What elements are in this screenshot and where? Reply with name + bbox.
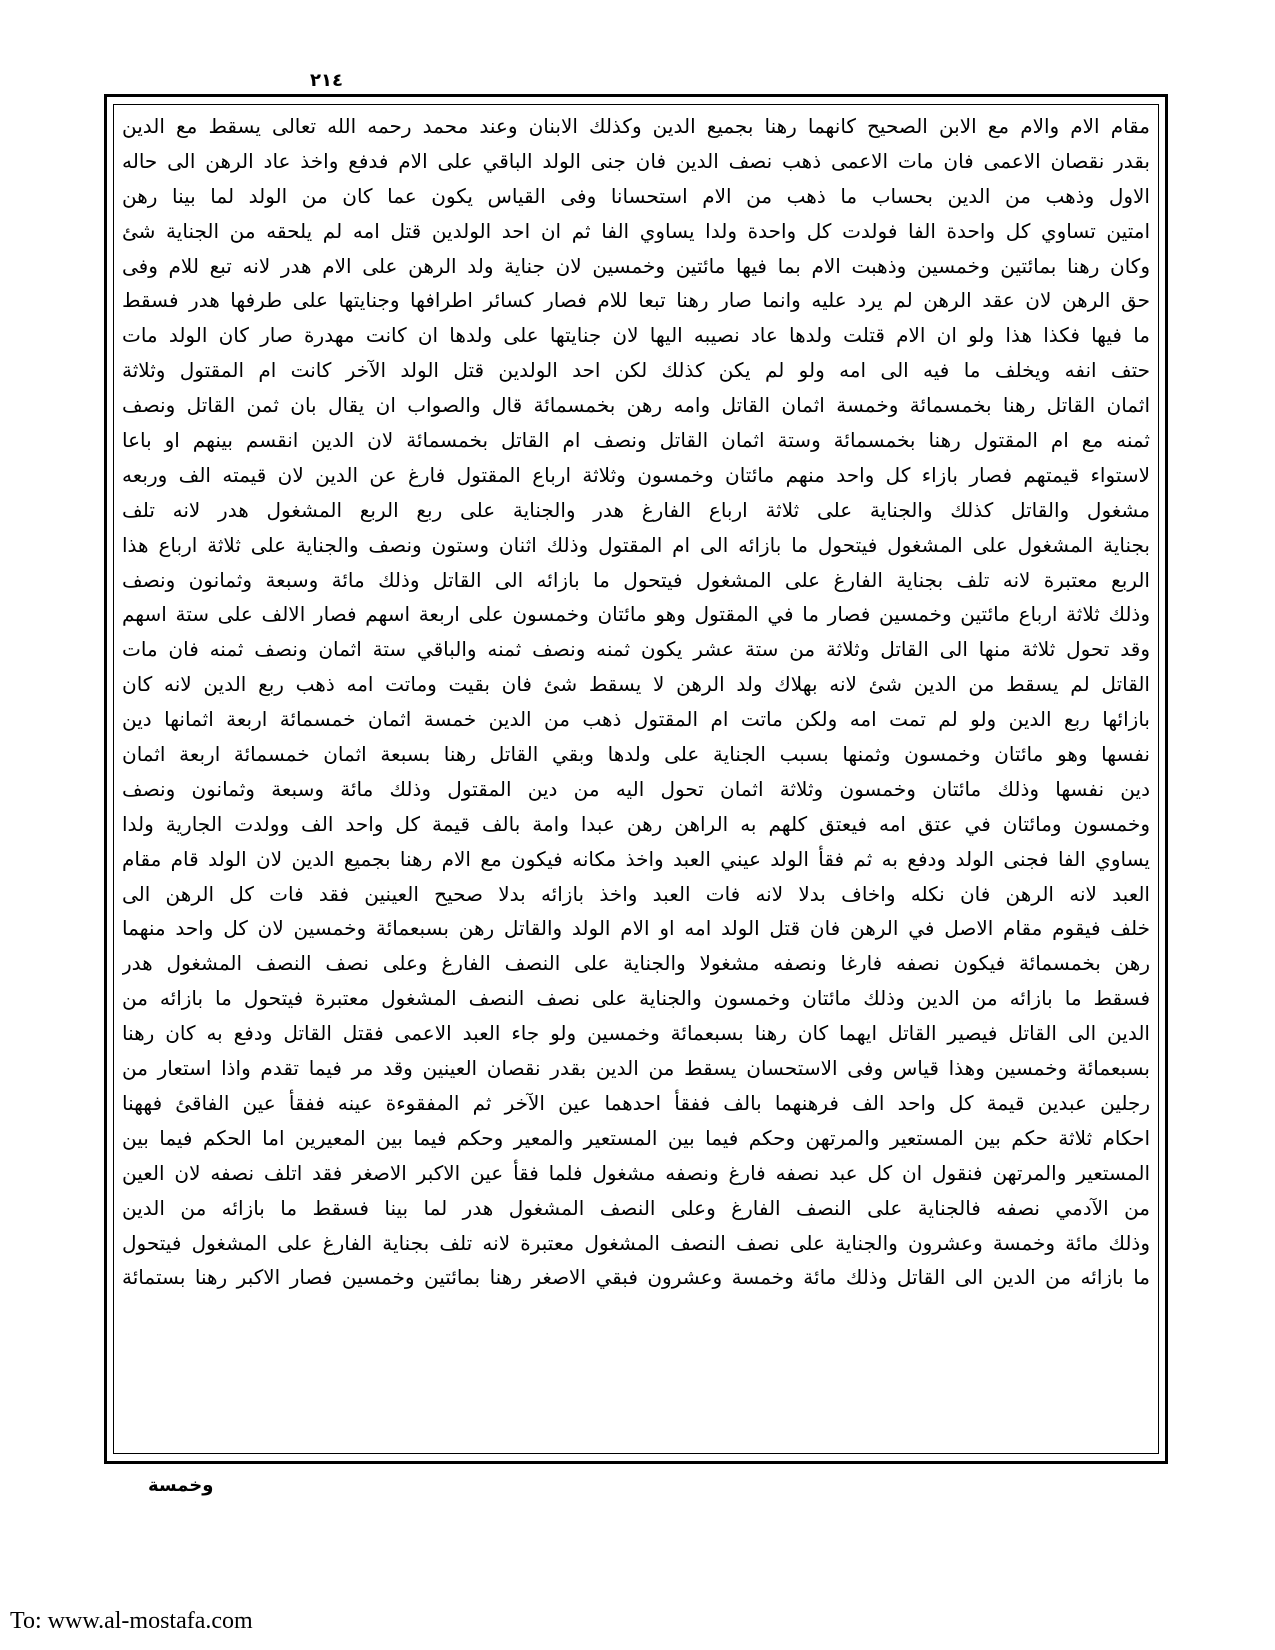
body-text-line: فسقط ما بازائه من الدين وذلك مائتان وخمسون والجناية على نصف النصف المشغول معتبرة فيتحول ما بازائه من (122, 986, 1150, 1011)
body-text-line: لاستواء قيمتهم فصار بازاء كل واحد منهم مائتان وخمسون وثلاثة ارباع المقتول فارغ عن الدين لان قيمته الف وربعه (122, 462, 1150, 487)
body-text-line: وخمسون ومائتان في عتق امه فيعتق كلهم به الراهن رهن عبدا وامة بالف قيمة كل واحد الف وولدت الجارية ولدا (122, 811, 1150, 836)
body-text-line: حتف انفه ويخلف ما فيه الى امه ولو لم يكن كذلك لكن احد الولدين قتل الولد الآخر كانت ام المقتول وثلاثة (122, 358, 1150, 383)
body-text-line: بجناية المشغول على المشغول فيتحول ما بازائه الى ام المقتول وذلك اثنان وستون ونصف والجناية على ثلاثة ارباع هذا (122, 532, 1150, 557)
body-text-line: وذلك ثلاثة ارباع مائتين وخمسين فصار ما في المقتول وهو مائتان وخمسون على اربعة اسهم فصار الالف على ستة اسهم (122, 602, 1150, 627)
body-text-line: من الآدمي نصفه فالجناية على النصف الفارغ وعلى النصف المشغول هدر لما بينا فسقط ما بازائه من الدين (122, 1195, 1150, 1220)
body-text-line: المستعير والمرتهن فنقول ان كل عبد نصفه فارغ ونصفه مشغول فلما فقأ عين الاكبر الاصغر فقد اتلف نصفه لان العين (122, 1160, 1150, 1185)
body-text-line: الدين الى القاتل فيصير القاتل ايهما كان رهنا بسبعمائة وخمسين ولو جاء العبد الاعمى فقتل القاتل ودفع به كان رهنا (122, 1021, 1150, 1046)
body-text-line: نفسها وهو مائتان وخمسون وثمنها بسبب الجناية على ولدها وبقي القاتل رهنا بسبعة اثمان خمسمائة اربعة اثمان (122, 742, 1150, 767)
body-text-line: خلف فيقوم مقام الاصل في الرهن فان قتل الولد امه او الام الولد والقاتل رهن بسبعمائة وخمسين لان كل واحد منهما (122, 916, 1150, 941)
body-text-line: ما فيها فكذا هذا ولو ان الام قتلت ولدها عاد نصيبه اليها لان جنايتها على ولدها ان كانت مهدرة صار كان الولد مات (122, 323, 1150, 348)
body-text-line: مشغول والقاتل كذلك والجناية على ثلاثة ارباع الفارغ هدر والجناية على ربع الربع المشغول هدر لانه تلف (122, 497, 1150, 522)
body-text-line: رهن بخمسمائة فيكون نصفه فارغا ونصفه مشغولا والجناية على النصف الفارغ وعلى نصف النصف المشغول هدر (122, 951, 1150, 976)
body-text-line: امتين تساوي كل واحدة الفا فولدت كل واحدة ولدا يساوي الفا ثم ان احد الولدين قتل امه لم يلحقه من الجناية شئ (122, 218, 1150, 243)
body-text-line: القاتل لم يسقط من الدين شئ لانه بهلاك ولد الرهن لا يسقط شئ فان بقيت وماتت امه ذهب ربع الدين لانه كان (122, 672, 1150, 697)
body-text-line: بازائها ربع الدين ولو لم تمت امه ولكن ماتت ام المقتول ذهب من الدين خمسة اثمان خمسمائة اربعة اثمانها دين (122, 707, 1150, 732)
body-text-line: مقام الام والام مع الابن الصحيح كانهما رهنا بجميع الدين وكذلك الابنان وعند محمد رحمه الله تعالى يسقط مع الدين (122, 114, 1150, 138)
body-text-line: اثمان القاتل رهنا بخمسمائة وخمسة اثمان القاتل وامه رهن بخمسمائة قال والصواب ان يقال بان ثمن القاتل ونصف (122, 393, 1150, 418)
body-text-line: وقد تحول ثلاثة منها الى القاتل وثلاثة من ستة عشر يكون ثمنه ونصف ثمنه والباقي ستة اثمان ونصف ثمنه فان مات (122, 637, 1150, 662)
text-block (113, 104, 1159, 1454)
body-text-line: احكام ثلاثة حكم بين المستعير والمرتهن وحكم فيما بين المستعير والمعير وحكم فيما بين المعيرين اما الحكم فيما بين (122, 1125, 1150, 1150)
body-text-line: رجلين عبدين قيمة كل واحد الف فرهنهما بالف ففقأ احدهما عين الآخر ثم المفقوءة عينه ففقأ عين الفاقئ فههنا (122, 1090, 1150, 1115)
body-text-line: وذلك مائة وخمسة وعشرون والجناية على نصف النصف المشغول معتبرة لانه تلف بجناية الفارغ على المشغول فيتحول (122, 1230, 1150, 1255)
body-text-line: بسبعمائة وخمسين وهذا قياس وفى الاستحسان يسقط من الدين بقدر نقصان العينين وقد مر فيما تقدم واذا استعار من (122, 1056, 1150, 1081)
body-text-line: يساوي الفا فجنى الولد ودفع به ثم فقأ الولد عيني العبد واخذ مكانه فيكون مع الام رهنا بجميع الدين لان الولد قام مقام (122, 846, 1150, 871)
body-text-line: دين نفسها وذلك مائتان وخمسون وثلاثة اثمان تحول اليه من دين المقتول وذلك مائة وسبعة وثمانون ونصف (122, 776, 1150, 801)
source-footer: To: www.al-mostafa.com (10, 1608, 253, 1634)
body-text-line: بقدر نقصان الاعمى فان مات الاعمى ذهب نصف الدين فان جنى الولد الباقي على الام فدفع واخذ عاد الرهن الى حاله (122, 148, 1150, 173)
body-text-line: ثمنه مع ام المقتول رهنا بخمسمائة وستة اثمان القاتل ونصف ام القاتل بخمسمائة لان الدين انقسم بينهم او باعا (122, 428, 1150, 453)
body-text-line: ما بازائه من الدين الى القاتل وذلك مائة وخمسة وعشرون فبقي الاصغر رهنا بمائتين وخمسين فصار الاكبر رهنا بستمائة (122, 1265, 1150, 1290)
catchword: وخمسة (148, 1475, 214, 1496)
body-text-line: العبد لانه الرهن فان نكله واخاف بدلا لانه فات العبد واخذ بازائه بدلا صحيح العينين فقد فات كل الرهن الى (122, 881, 1150, 906)
page-number: ٢١٤ (310, 70, 343, 91)
body-text-line: الربع معتبرة لانه تلف بجناية الفارغ على المشغول فيتحول ما بازائه الى القاتل وذلك مائة وسبعة وثمانون ونصف (122, 567, 1150, 592)
body-text-line: وكان رهنا بمائتين وخمسين وذهبت الام بما فيها مائتين وخمسين لان جناية ولد الرهن على الام هدر لانه تبع للام وفى (122, 253, 1150, 278)
body-text-line: حق الرهن لان عقد الرهن لم يرد عليه وانما صار رهنا تبعا للام فصار كسائر اطرافها وجنايتها على طرفها هدر فسقط (122, 288, 1150, 313)
body-text-line: الاول وذهب من الدين بحساب ما ذهب من الام استحسانا وفى القياس يكون عما كان من الولد لما بينا رهن (122, 183, 1150, 208)
